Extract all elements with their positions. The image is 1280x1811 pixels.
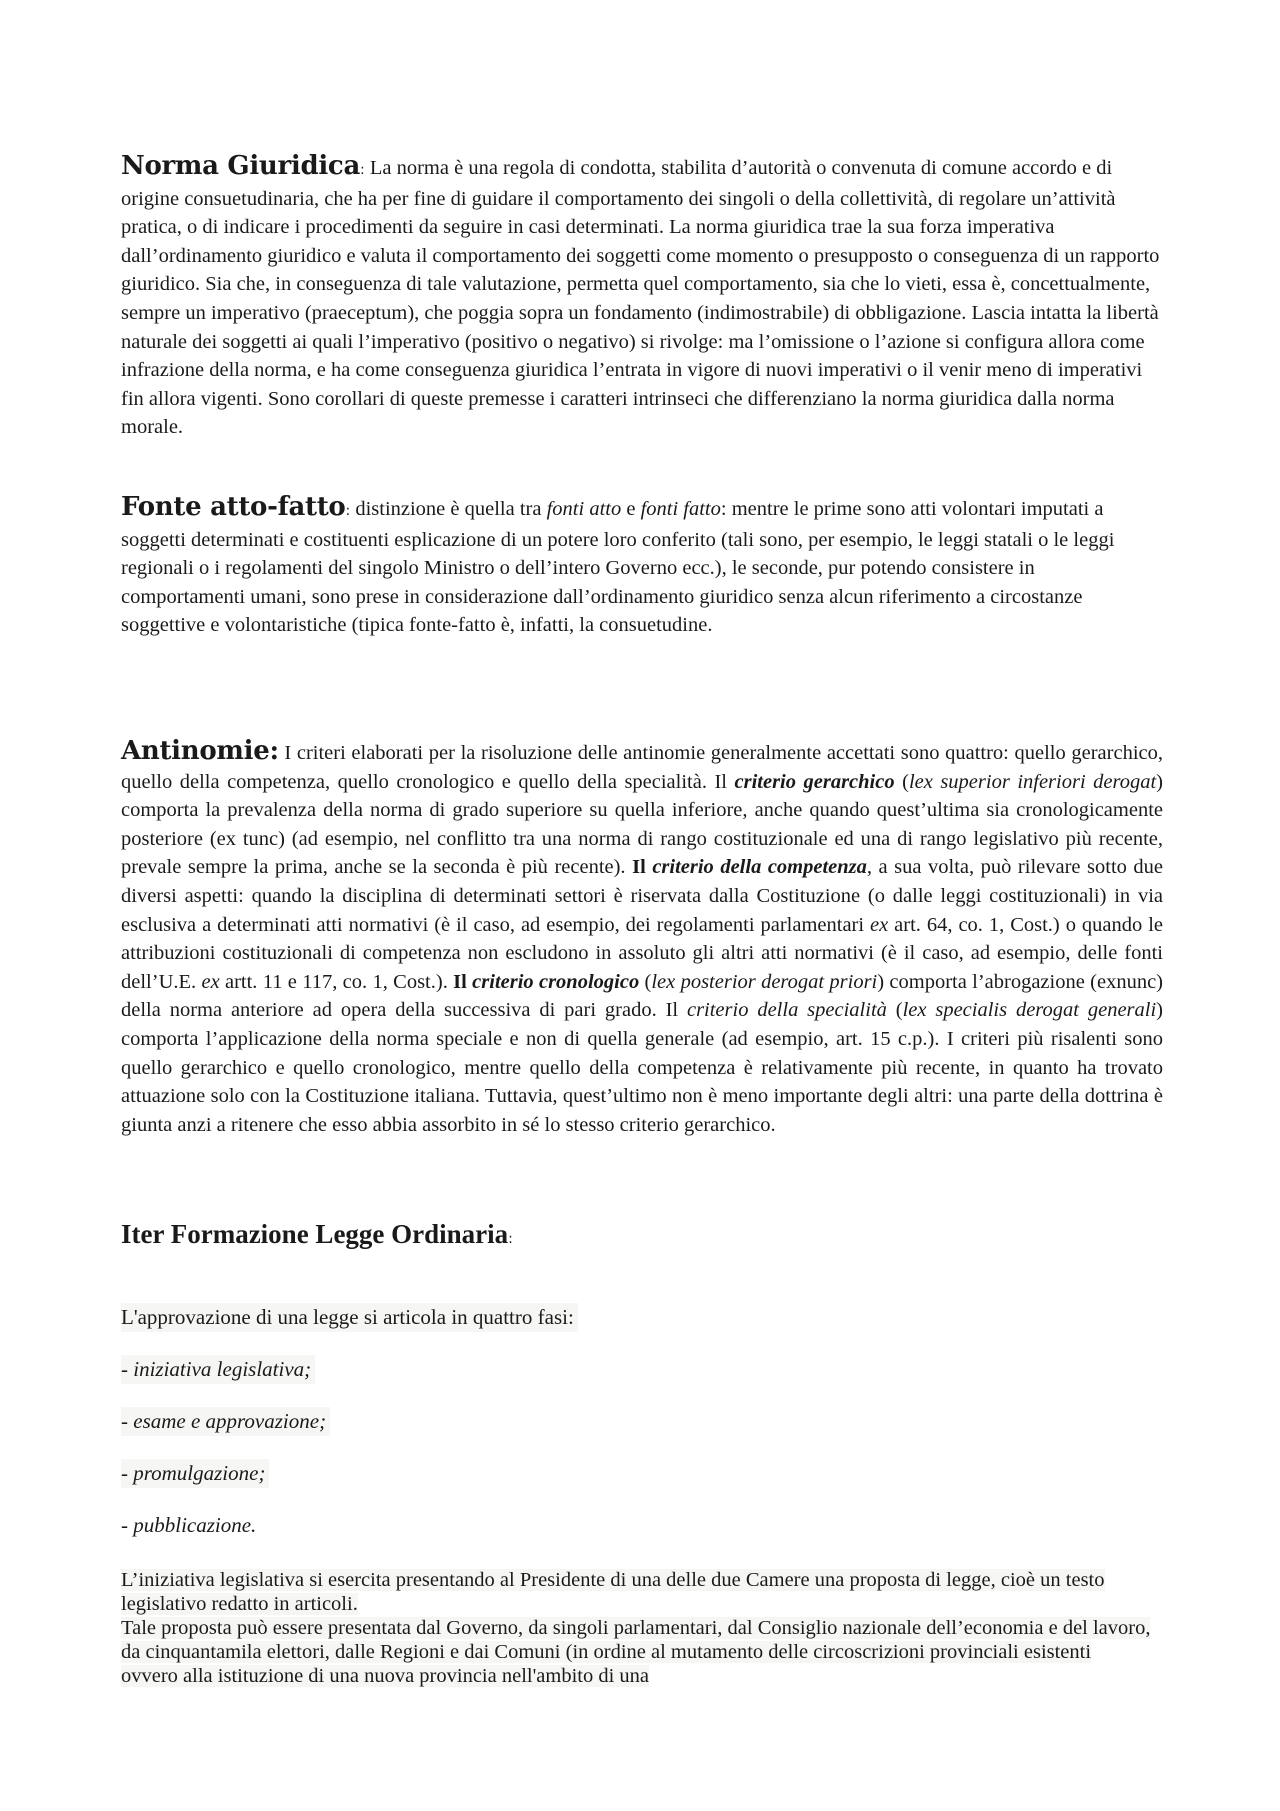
term-criterio-specialita: criterio della specialità — [686, 999, 887, 1022]
section-title-row-iter — [121, 1220, 1161, 1254]
text-run: ) comporta la prevalenza della norma di grado superiore su quella inferiore, anche quando quest’ultima sia cronologicamente posteriore (ex tunc) (ad esempio, nel conflitto tra una norma di rango costituzionale ed una di rango legislativo più recente, prevale sempre la prima, anche se la seconda è più recente). — [121, 770, 1163, 879]
bold-run: Il — [632, 856, 646, 879]
text-run: ( — [639, 970, 652, 993]
paragraph-norma-giuridica: La norma è una regola di condotta, stabilita d’autorità o convenuta di comune accordo e di origine consuetudinaria, che ha per fine di guidare il comportamento dei singoli o della collettività, di regolare un’attività pratica, o di indicare i procedimenti da seguire in casi determinati. La norma giuridica trae la sua forza imperativa dall’ordinamento giuridico e valuta il comportamento dei soggetti come momento o presupposto o conseguenza di un rapporto giuridico. Sia che, in conseguenza di tale valutazione, permetta quel comportamento, sia che lo vieti, essa è, concettualmente, sempre un imperativo (praeceptum), che poggia sopra un fondamento (indimostrabile) di obbligazione. Lascia intatta la libertà naturale dei soggetti ai quali l’imperativo (positivo o negativo) si rivolge: ma l’omissione o l’azione si configura allora come infrazione della norma, e ha come conseguenza giuridica l’entrata in vigore di nuovi imperativi o il venir meno di imperativi fin allora vigenti. Sono corollari di queste premesse i caratteri intrinseci che differenziano la norma giuridica dalla norma morale. — [121, 157, 1160, 439]
section-norma-giuridica — [121, 152, 1166, 442]
text-run: ( — [886, 999, 903, 1022]
section-fonte-atto-fatto — [121, 493, 1161, 640]
iter-intro: L'approvazione di una legge si articola in quattro fasi: — [121, 1303, 578, 1332]
section-antinomie — [121, 737, 1163, 1139]
italic-term: fonti fatto — [640, 498, 721, 520]
iter-paragraph-iniziativa — [121, 1568, 1151, 1688]
title-colon: : — [360, 162, 365, 178]
text-run: , a sua volta, può rilevare sotto due diversi aspetti: quando la disciplina di determinati settori è riservata dalla Costituzione (o dalle leggi costituzionali) in via esclusiva a determinati atti normativi (è il caso, ad esempio, dei regolamenti parlamentari — [121, 856, 1164, 936]
section-title-iter-formazione: Iter Formazione Legge Ordinaria — [121, 1219, 509, 1249]
text-run: I criteri elaborati per la risoluzione delle antinomie generalmente accettati sono quattro: quello gerarchico, quello della competenza, quello cronologico e quello della specialità. Il — [121, 742, 1163, 793]
italic-term: fonti atto — [546, 498, 622, 520]
text-run: e — [621, 498, 641, 520]
text-run: ( — [894, 770, 909, 793]
text-run: artt. 11 e 117, co. 1, Cost.). — [219, 970, 454, 993]
section-title-norma-giuridica: Norma Giuridica — [121, 151, 361, 181]
latin-maxim: lex superior inferiori derogat — [908, 770, 1157, 793]
term-criterio-cronologico: criterio cronologico — [472, 970, 640, 993]
latin-maxim: lex posterior derogat priori — [651, 970, 878, 993]
list-item-phase: - esame e approvazione; — [121, 1407, 330, 1436]
italic-term: ex — [201, 970, 220, 993]
list-item-phase: - promulgazione; — [121, 1459, 269, 1488]
paragraph-proposta: Tale proposta può essere presentata dal Governo, da singoli parlamentari, dal Consiglio nazionale dell’economia e del lavoro, da cinquantamila elettori, dalle Regioni e dai Comuni (in ordine al mutamento delle circoscrizioni provinciali esistenti ovvero alla istituzione di una nuova provincia nell'ambito di una — [121, 1617, 1151, 1687]
title-colon: : — [508, 1231, 513, 1247]
section-title-antinomie: Antinomie: — [121, 736, 279, 766]
term-criterio-competenza: criterio della competenza — [652, 856, 867, 879]
bold-run: Il — [453, 970, 467, 993]
italic-term: ex — [870, 913, 889, 936]
text-run: distinzione è quella tra — [350, 498, 547, 520]
text-run: ) comporta l’applicazione della norma speciale e non di quella generale (ad esempio, art. 15 c.p.). I criteri più risalenti sono quello gerarchico e quello cronologico, mentre quello della competenza è relativamente più recente, in quanto ha trovato attuazione solo con la Costituzione italiana. Tuttavia, quest’ultimo non è meno importante degli altri: una parte della dottrina è giunta anzi a ritenere che esso abbia assorbito in sé lo stesso criterio gerarchico. — [121, 999, 1163, 1136]
text-run: : mentre le prime sono atti volontari imputati a soggetti determinati e costituenti esplicazione di un potere loro conferito (tali sono, per esempio, le leggi statali o le leggi regionali o i regolamenti del singolo Ministro o dell’intero Governo ecc.), le seconde, pur potendo consistere in comportamenti umani, sono prese in considerazione dall’ordinamento giuridico senza alcun riferimento a circostanze soggettive e volontaristiche (tipica fonte-fatto è, infatti, la consuetudine. — [121, 498, 1115, 637]
list-item-phase: - pubblicazione. — [121, 1513, 257, 1537]
term-criterio-gerarchico: criterio gerarchico — [734, 770, 895, 793]
text-run: art. 64, co. 1, Cost.) o quando le attribuzioni costituzionali di competenza non escludono in assoluto gli altri atti normativi (è il caso, ad esempio, delle fonti dell’U.E. — [121, 913, 1163, 993]
list-item-phase: - iniziativa legislativa; — [121, 1355, 315, 1384]
latin-maxim: lex specialis derogat generali — [902, 999, 1157, 1022]
text-run: ) comporta l’abrogazione (exnunc) della norma anteriore ad opera della successiva di pari grado. Il — [121, 970, 1163, 1022]
section-title-fonte-atto-fatto: Fonte atto-fatto — [121, 492, 346, 522]
paragraph-iniziativa: L’iniziativa legislativa si esercita presentando al Presidente di una delle due Camere una proposta di legge, cioè un testo legislativo redatto in articoli. — [121, 1569, 1105, 1615]
title-colon: : — [345, 503, 351, 519]
